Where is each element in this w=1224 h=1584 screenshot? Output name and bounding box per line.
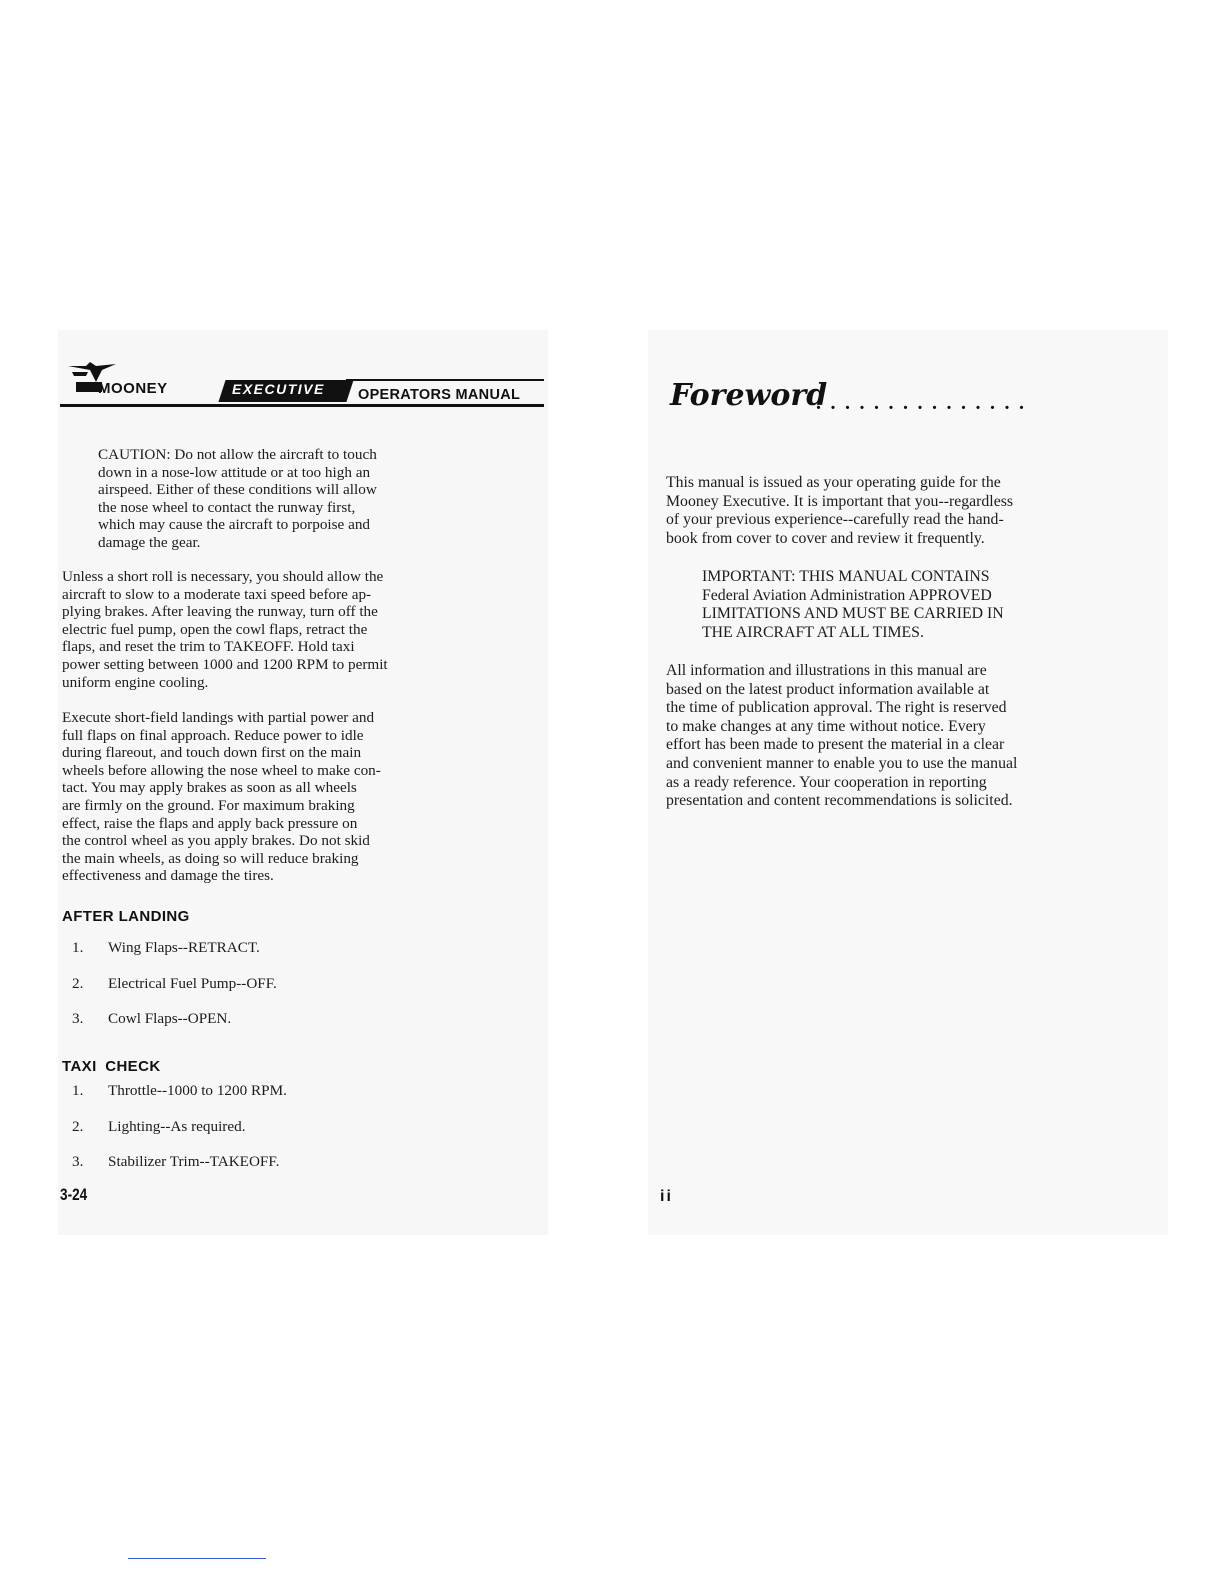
manual-header bbox=[60, 360, 544, 410]
step-text: Lighting--As required. bbox=[108, 1118, 246, 1135]
checklist-step bbox=[72, 1010, 231, 1028]
step-number: 3. bbox=[72, 1010, 84, 1027]
important-note: IMPORTANT: THIS MANUAL CONTAINS Federal Aviation Administration APPROVED LIMITATIONS AND MUST BE CARRIED IN THE AIRCRAFT AT ALL TIMES. bbox=[702, 568, 1004, 641]
caution-note: CAUTION: Do not allow the aircraft to touch down in a nose-low attitude or at too high an airspeed. Either of these conditions will allow the nose wheel to contact the runway first, which may cause the aircraft to porpoise and damage the gear. bbox=[98, 446, 377, 551]
footnote-rule bbox=[128, 1558, 266, 1559]
checklist-step bbox=[72, 1118, 246, 1136]
step-text: Electrical Fuel Pump--OFF. bbox=[108, 975, 277, 992]
manual-title: OPERATORS MANUAL bbox=[358, 387, 521, 403]
checklist-step bbox=[72, 975, 277, 993]
step-text: Wing Flaps--RETRACT. bbox=[108, 939, 260, 956]
checklist-step bbox=[72, 1153, 279, 1171]
page-number: 3-24 bbox=[60, 1185, 88, 1204]
header-rule bbox=[60, 404, 544, 407]
intro-paragraph: This manual is issued as your operating guide for the Mooney Executive. It is important that you--regardless of your previous experience--carefully read the hand- book from cover to cover and review it frequently. bbox=[666, 474, 1013, 547]
step-number: 2. bbox=[72, 975, 84, 992]
page-number: ii bbox=[660, 1188, 673, 1205]
model-badge: EXECUTIVE bbox=[232, 381, 325, 397]
checklist-step bbox=[72, 939, 260, 957]
step-text: Stabilizer Trim--TAKEOFF. bbox=[108, 1153, 280, 1170]
short-field-paragraph: Execute short-field landings with partial power and full flaps on final approach. Reduce power to idle during flareout, and touch down first on the main wheels before allowing the nose wheel to make con- tact. You may apply brakes as soon as all wheels are firmly on the ground. For maximum braking effect, raise the flaps and apply back pressure on the control wheel as you apply brakes. Do not skid the main wheels, as doing so will reduce braking effectiveness and damage the tires. bbox=[62, 709, 381, 885]
landing-paragraph: Unless a short roll is necessary, you should allow the aircraft to slow to a moderate taxi speed before ap- plying brakes. After leaving the runway, turn off the electric fuel pump, open the cowl flaps, retract the flaps, and reset the trim to TAKEOFF. Hold taxi power setting between 1000 and 1200 RPM to permit uniform engine cooling. bbox=[62, 568, 388, 691]
information-paragraph: All information and illustrations in this manual are based on the latest product information available at the time of publication approval. The right is reserved to make changes at any time without notice. Every effort has been made to present the material in a clear and convenient manner to enable you to use the manual as a ready reference. Your cooperation in reporting presentation and content recommendations is solicited. bbox=[666, 662, 1018, 810]
section-heading: AFTER LANDING bbox=[62, 908, 190, 925]
section-heading: TAXI CHECK bbox=[62, 1058, 161, 1075]
checklist-step bbox=[72, 1082, 287, 1100]
header-rule-top bbox=[346, 379, 544, 381]
step-number: 1. bbox=[72, 939, 84, 956]
left-page bbox=[58, 330, 548, 1235]
step-number: 2. bbox=[72, 1118, 84, 1135]
step-number: 1. bbox=[72, 1082, 84, 1099]
brand-name: MOONEY bbox=[98, 380, 168, 397]
title-leader-dots: ............... bbox=[816, 392, 1034, 414]
step-text: Throttle--1000 to 1200 RPM. bbox=[108, 1082, 287, 1099]
step-number: 3. bbox=[72, 1153, 84, 1170]
page-title: Foreword bbox=[670, 378, 828, 413]
step-text: Cowl Flaps--OPEN. bbox=[108, 1010, 232, 1027]
right-page bbox=[648, 330, 1168, 1235]
